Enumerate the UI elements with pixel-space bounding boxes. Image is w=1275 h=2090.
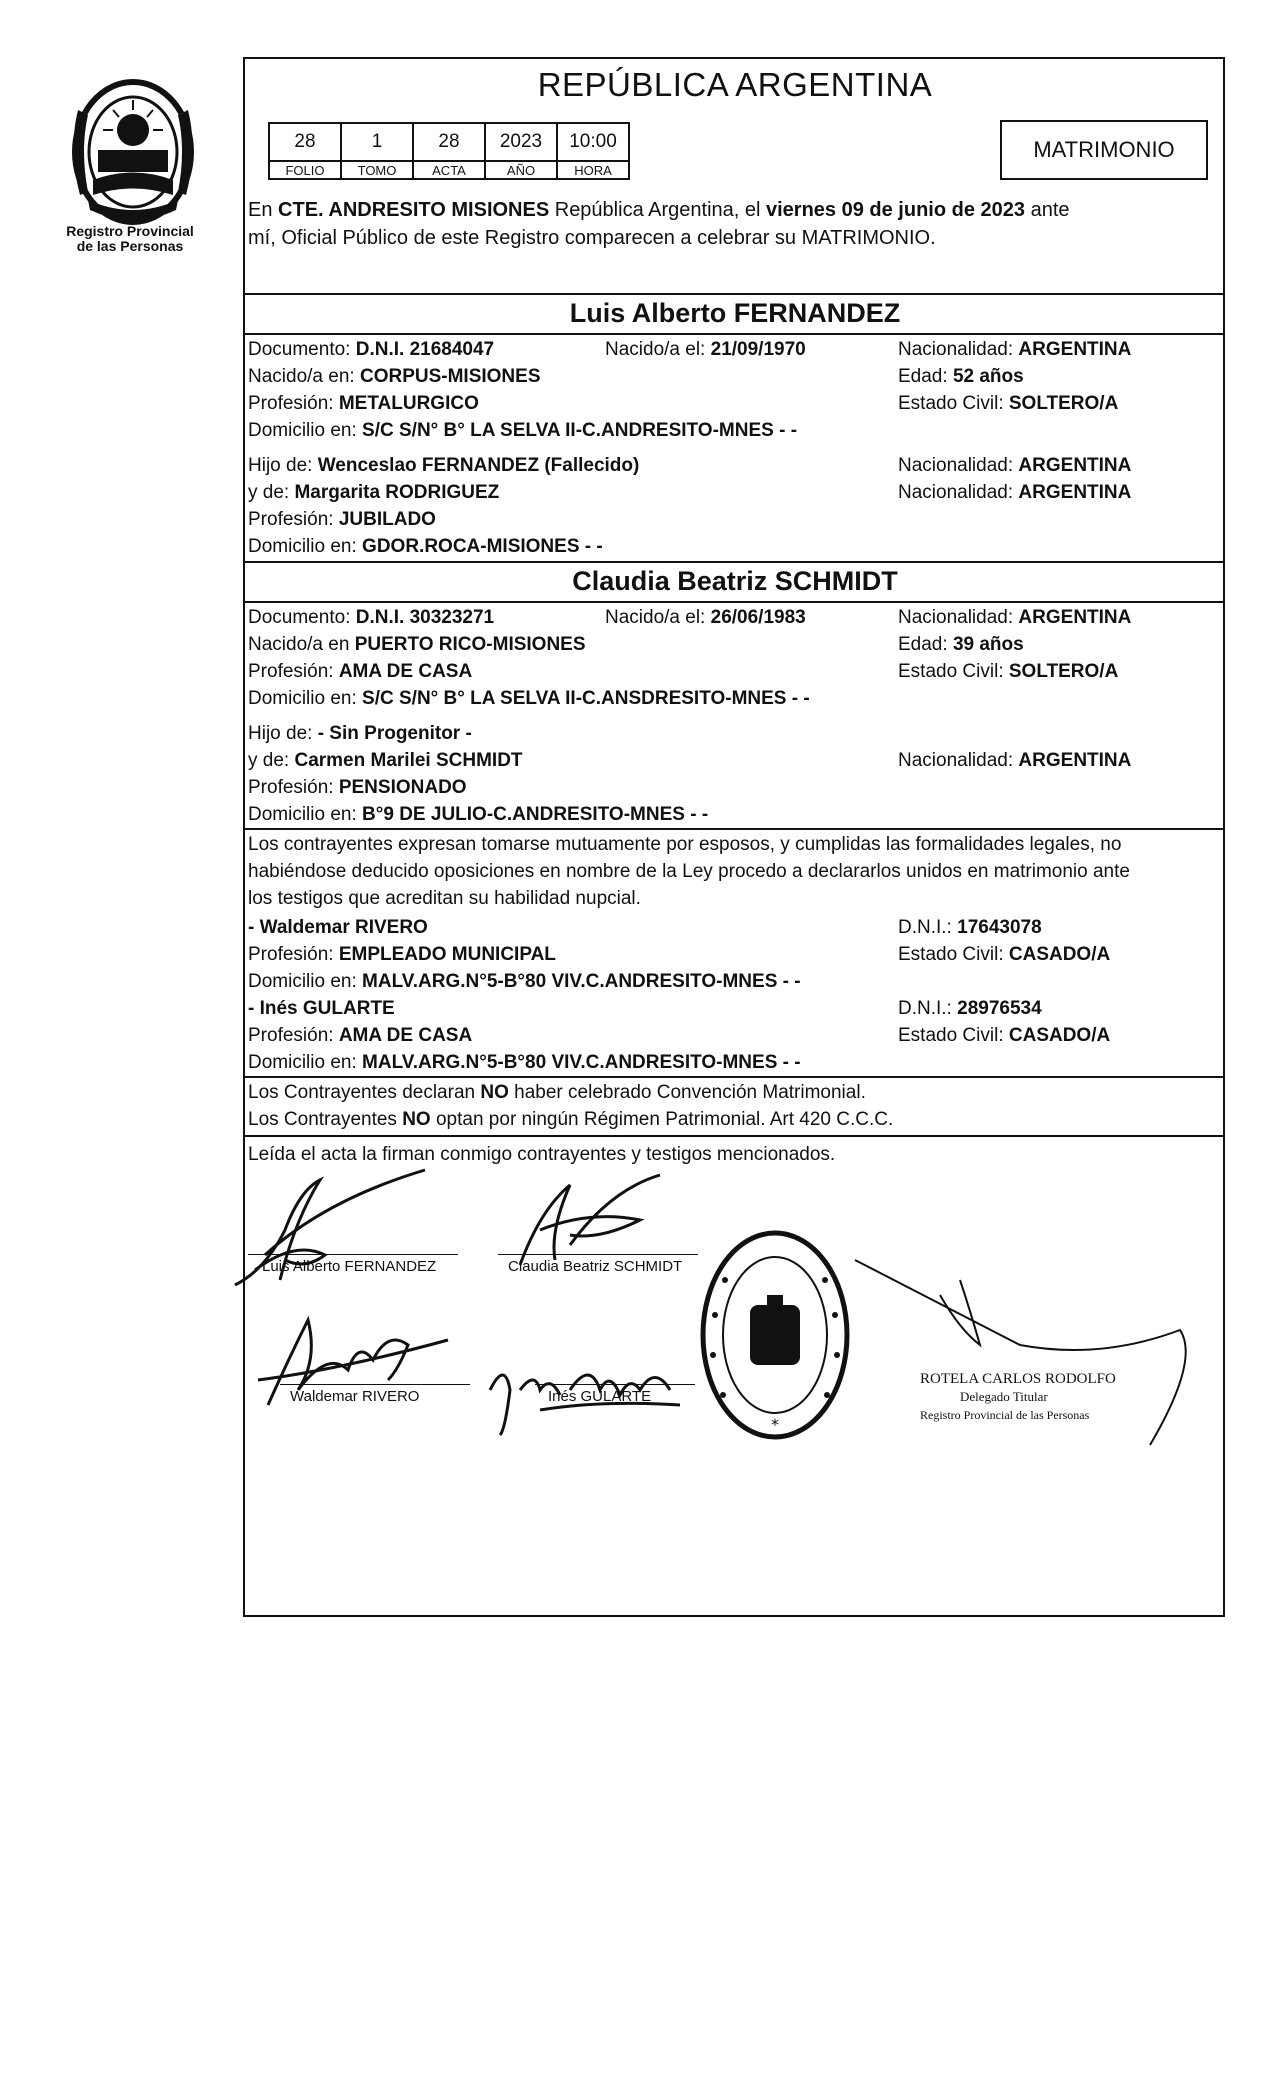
officer-org: Registro Provincial de las Personas (920, 1408, 1090, 1422)
spouse1-civil: Estado Civil: SOLTERO/A (898, 393, 1119, 414)
acta-value: 28 (413, 123, 485, 161)
signature-caption-ines: Inés GULARTE (548, 1388, 652, 1405)
spouse2-father: Hijo de: - Sin Progenitor - (248, 723, 472, 744)
spouse1-birthplace: Nacido/a en: CORPUS-MISIONES (248, 366, 541, 387)
officer-stamp (920, 1370, 1170, 1424)
spouse2-name: Claudia Beatriz SCHMIDT (572, 566, 898, 596)
spouse1-doc: Documento: D.N.I. 21684047 (248, 339, 495, 360)
witness1-dni: D.N.I.: 17643078 (898, 917, 1042, 938)
signature-line (498, 1254, 698, 1255)
tomo-label: TOMO (341, 161, 413, 179)
registry-seal-icon (695, 1225, 855, 1445)
spouse1-parent-prof: Profesión: JUBILADO (248, 509, 436, 530)
spouse2-born: Nacido/a el: 26/06/1983 (605, 607, 806, 628)
svg-text:*: * (771, 1415, 779, 1434)
hora-value: 10:00 (557, 123, 629, 161)
spouse1-born: Nacido/a el: 21/09/1970 (605, 339, 806, 360)
spouse2-doc: Documento: D.N.I. 30323271 (248, 607, 495, 628)
witness2-name: - Inés GULARTE (248, 998, 395, 1019)
record-type-box: MATRIMONIO (1000, 120, 1208, 180)
witness1-name: - Waldemar RIVERO (248, 917, 428, 938)
folio-label: FOLIO (269, 161, 341, 179)
witness1-civil: Estado Civil: CASADO/A (898, 944, 1111, 965)
spouse2-parent-dom: Domicilio en: B°9 DE JULIO-C.ANDRESITO-MNES - - (248, 804, 709, 825)
folio-value: 28 (269, 123, 341, 161)
divider (245, 561, 1225, 563)
witness2-civil: Estado Civil: CASADO/A (898, 1025, 1111, 1046)
witness2-prof: Profesión: AMA DE CASA (248, 1025, 473, 1046)
divider (245, 333, 1225, 335)
spouse2-age: Edad: 39 años (898, 634, 1024, 655)
spouse2-birthplace: Nacido/a en PUERTO RICO-MISIONES (248, 634, 586, 655)
signature-line (535, 1384, 695, 1385)
divider (245, 828, 1225, 830)
intro-place: CTE. ANDRESITO MISIONES (278, 199, 550, 221)
signature-caption-waldemar: Waldemar RIVERO (290, 1388, 420, 1405)
divider (245, 1076, 1225, 1078)
spouse2-civil: Estado Civil: SOLTERO/A (898, 661, 1119, 682)
spouse2-dom: Domicilio en: S/C S/N° B° LA SELVA II-C.ANSDRESITO-MNES - - (248, 688, 810, 709)
divider (245, 1135, 1225, 1137)
ano-value: 2023 (485, 123, 557, 161)
witness2-dom: Domicilio en: MALV.ARG.N°5-B°80 VIV.C.ANDRESITO-MNES - - (248, 1052, 801, 1073)
spouse1-name: Luis Alberto FERNANDEZ (569, 298, 901, 328)
declaration-line2: habiéndose deducido oposiciones en nombre de la Ley procedo a declararlos unidos en matrimonio ante (248, 861, 1130, 882)
declaration-line3: los testigos que acreditan su habilidad nupcial. (248, 888, 641, 909)
signature-caption-claudia: Claudia Beatriz SCHMIDT (508, 1258, 683, 1275)
intro-date: viernes 09 de junio de 2023 (766, 199, 1026, 221)
intro-line2: mí, Oficial Público de este Registro comparecen a celebrar su MATRIMONIO. (248, 227, 936, 249)
spouse2-parent-prof: Profesión: PENSIONADO (248, 777, 467, 798)
spouse2-mother: y de: Carmen Marilei SCHMIDT (248, 750, 523, 771)
country-title: REPÚBLICA ARGENTINA (537, 66, 933, 103)
spouse1-prof: Profesión: METALURGICO (248, 393, 479, 414)
divider (245, 293, 1225, 295)
signature-caption-luis: Luis Alberto FERNANDEZ (262, 1258, 437, 1275)
misiones-province-seal-icon (58, 70, 208, 230)
spouse1-nat: Nacionalidad: ARGENTINA (898, 339, 1132, 360)
patrimonial-convention: Los Contrayentes declaran NO haber celebrado Convención Matrimonial. (248, 1082, 866, 1103)
logo-caption-line2: de las Personas (76, 238, 184, 254)
logo-caption (40, 224, 220, 254)
ano-label: AÑO (485, 161, 557, 179)
officer-name: ROTELA CARLOS RODOLFO (920, 1371, 1116, 1387)
spouse2-prof: Profesión: AMA DE CASA (248, 661, 473, 682)
declaration-line1: Los contrayentes expresan tomarse mutuamente por esposos, y cumplidas las formalidades legales, no (248, 834, 1122, 855)
spouse2-mother-nat: Nacionalidad: ARGENTINA (898, 750, 1132, 771)
spouse1-father: Hijo de: Wenceslao FERNANDEZ (Fallecido) (248, 455, 640, 476)
spouse1-father-nat: Nacionalidad: ARGENTINA (898, 455, 1132, 476)
acta-label: ACTA (413, 161, 485, 179)
signature-line (248, 1254, 458, 1255)
spouse1-age: Edad: 52 años (898, 366, 1024, 387)
witness1-prof: Profesión: EMPLEADO MUNICIPAL (248, 944, 556, 965)
logo-caption-line1: Registro Provincial (66, 223, 194, 239)
officer-title: Delegado Titular (960, 1389, 1048, 1404)
spouse2-nat: Nacionalidad: ARGENTINA (898, 607, 1132, 628)
tomo-value: 1 (341, 123, 413, 161)
hora-label: HORA (557, 161, 629, 179)
spouse1-mother: y de: Margarita RODRIGUEZ (248, 482, 500, 503)
witness2-dni: D.N.I.: 28976534 (898, 998, 1042, 1019)
signature-claudia-schmidt (480, 1170, 700, 1270)
registry-table (268, 122, 630, 180)
spouse1-mother-nat: Nacionalidad: ARGENTINA (898, 482, 1132, 503)
witness1-dom: Domicilio en: MALV.ARG.N°5-B°80 VIV.C.ANDRESITO-MNES - - (248, 971, 801, 992)
closing-text: Leída el acta la firman conmigo contrayentes y testigos mencionados. (248, 1144, 836, 1165)
spouse1-dom: Domicilio en: S/C S/N° B° LA SELVA II-C.ANDRESITO-MNES - - (248, 420, 798, 441)
divider (245, 601, 1225, 603)
intro-paragraph: En CTE. ANDRESITO MISIONES República Argentina, el viernes 09 de junio de 2023 ante mí, Oficial Público de este Registro comparecen a celebrar su MATRIMONIO. (248, 196, 1223, 252)
signature-line (280, 1384, 470, 1385)
spouse1-parent-dom: Domicilio en: GDOR.ROCA-MISIONES - - (248, 536, 603, 557)
patrimonial-regime: Los Contrayentes NO optan por ningún Régimen Patrimonial. Art 420 C.C.C. (248, 1109, 894, 1130)
